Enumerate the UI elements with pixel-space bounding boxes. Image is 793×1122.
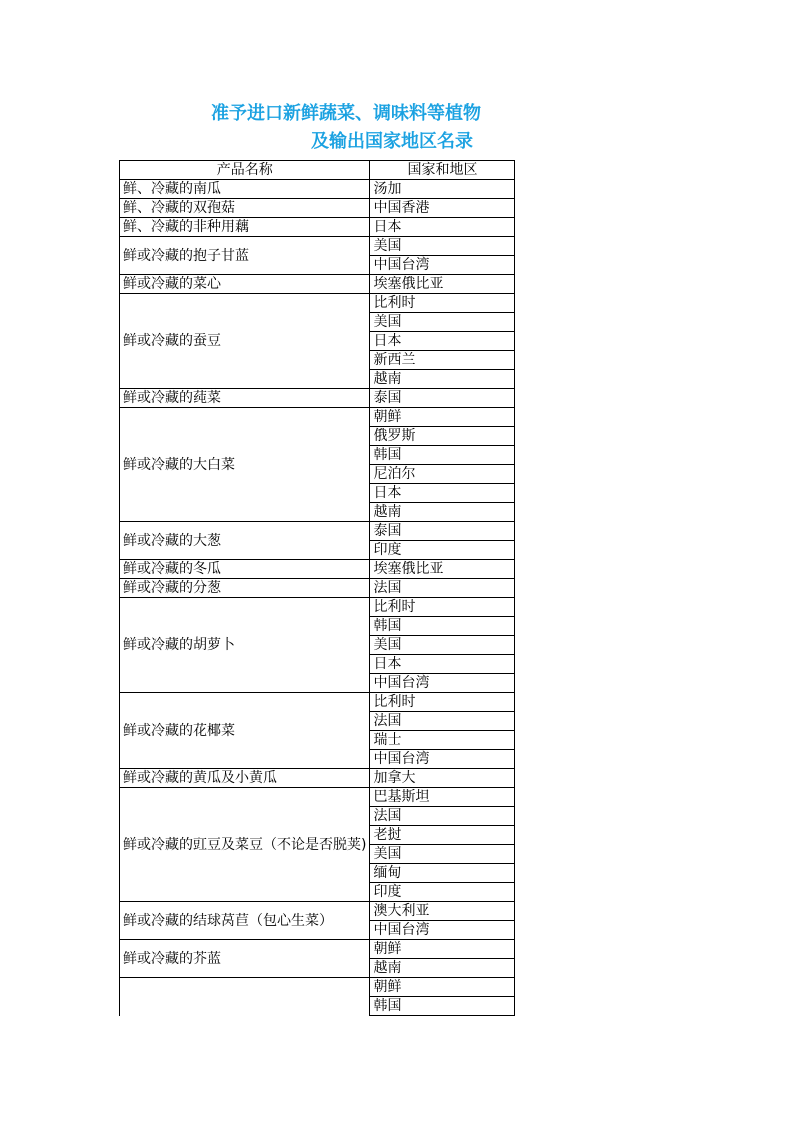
country-cell: 越南: [370, 959, 515, 978]
country-cell: 中国台湾: [370, 674, 515, 693]
country-cell: 日本: [370, 484, 515, 503]
country-cell: 美国: [370, 313, 515, 332]
table-row: [120, 294, 515, 313]
country-cell: 法国: [370, 579, 515, 598]
country-cell: 印度: [370, 883, 515, 902]
country-cell: 澳大利亚: [370, 902, 515, 921]
product-name-cell: 鲜或冷藏的菜心: [120, 275, 370, 294]
country-cell: 越南: [370, 503, 515, 522]
country-cell: 美国: [370, 636, 515, 655]
country-cell: 美国: [370, 845, 515, 864]
country-cell: 瑞士: [370, 731, 515, 750]
product-name-cell: 鲜或冷藏的大白菜: [120, 408, 370, 522]
table-row: [120, 940, 515, 959]
table-row: [120, 408, 515, 427]
country-cell: 越南: [370, 370, 515, 389]
country-cell: 比利时: [370, 693, 515, 712]
product-name-cell: 鲜或冷藏的花椰菜: [120, 693, 370, 769]
country-cell: 泰国: [370, 522, 515, 541]
table-row: [120, 788, 515, 807]
country-cell: 加拿大: [370, 769, 515, 788]
country-cell: 泰国: [370, 389, 515, 408]
table-row: [120, 218, 515, 237]
country-cell: 新西兰: [370, 351, 515, 370]
country-cell: 韩国: [370, 617, 515, 636]
country-cell: 韩国: [370, 997, 515, 1016]
table-row: [120, 237, 515, 256]
table-header-row: [120, 161, 515, 180]
table-row: [120, 180, 515, 199]
table-row: [120, 769, 515, 788]
country-cell: 中国香港: [370, 199, 515, 218]
product-name-cell: 鲜或冷藏的冬瓜: [120, 560, 370, 579]
country-cell: 比利时: [370, 598, 515, 617]
product-name-cell: 鲜或冷藏的黄瓜及小黄瓜: [120, 769, 370, 788]
table-row: [120, 598, 515, 617]
country-cell: 埃塞俄比亚: [370, 560, 515, 579]
country-cell: 韩国: [370, 446, 515, 465]
country-cell: 俄罗斯: [370, 427, 515, 446]
country-cell: 印度: [370, 541, 515, 560]
country-cell: 老挝: [370, 826, 515, 845]
header-country-region: 国家和地区: [370, 161, 515, 180]
country-cell: 汤加: [370, 180, 515, 199]
table-row: [120, 275, 515, 294]
product-name-cell: 鲜或冷藏的蚕豆: [120, 294, 370, 389]
country-cell: 朝鲜: [370, 940, 515, 959]
country-cell: 尼泊尔: [370, 465, 515, 484]
import-list-table: [119, 160, 515, 1016]
table-row: [120, 199, 515, 218]
document-title-line-1: 准予进口新鲜蔬菜、调味料等植物: [211, 103, 481, 124]
country-cell: 法国: [370, 712, 515, 731]
country-cell: 日本: [370, 332, 515, 351]
country-cell: 美国: [370, 237, 515, 256]
table-row: [120, 389, 515, 408]
country-cell: 法国: [370, 807, 515, 826]
header-product-name: 产品名称: [120, 161, 370, 180]
country-cell: 埃塞俄比亚: [370, 275, 515, 294]
product-name-cell: 鲜或冷藏的豇豆及菜豆（不论是否脱荚): [120, 788, 370, 902]
product-name-cell: 鲜或冷藏的抱子甘蓝: [120, 237, 370, 275]
product-name-cell: 鲜或冷藏的芥蓝: [120, 940, 370, 978]
product-name-cell: 鲜、冷藏的非种用藕: [120, 218, 370, 237]
country-cell: 朝鲜: [370, 978, 515, 997]
country-cell: 中国台湾: [370, 750, 515, 769]
country-cell: 日本: [370, 218, 515, 237]
table-row: [120, 693, 515, 712]
product-name-cell: [120, 978, 370, 1016]
table-row: [120, 978, 515, 997]
product-name-cell: 鲜、冷藏的双孢菇: [120, 199, 370, 218]
product-name-cell: 鲜或冷藏的莼菜: [120, 389, 370, 408]
country-cell: 朝鲜: [370, 408, 515, 427]
country-cell: 巴基斯坦: [370, 788, 515, 807]
table-body: [120, 180, 515, 1016]
product-name-cell: 鲜或冷藏的结球莴苣（包心生菜）: [120, 902, 370, 940]
table-row: [120, 902, 515, 921]
product-name-cell: 鲜或冷藏的分葱: [120, 579, 370, 598]
product-name-cell: 鲜或冷藏的胡萝卜: [120, 598, 370, 693]
country-cell: 中国台湾: [370, 921, 515, 940]
table-row: [120, 560, 515, 579]
country-cell: 日本: [370, 655, 515, 674]
table-row: [120, 579, 515, 598]
product-name-cell: 鲜或冷藏的大葱: [120, 522, 370, 560]
document-title-line-2: 及输出国家地区名录: [311, 131, 473, 152]
product-name-cell: 鲜、冷藏的南瓜: [120, 180, 370, 199]
country-cell: 比利时: [370, 294, 515, 313]
country-cell: 缅甸: [370, 864, 515, 883]
country-cell: 中国台湾: [370, 256, 515, 275]
table-row: [120, 522, 515, 541]
